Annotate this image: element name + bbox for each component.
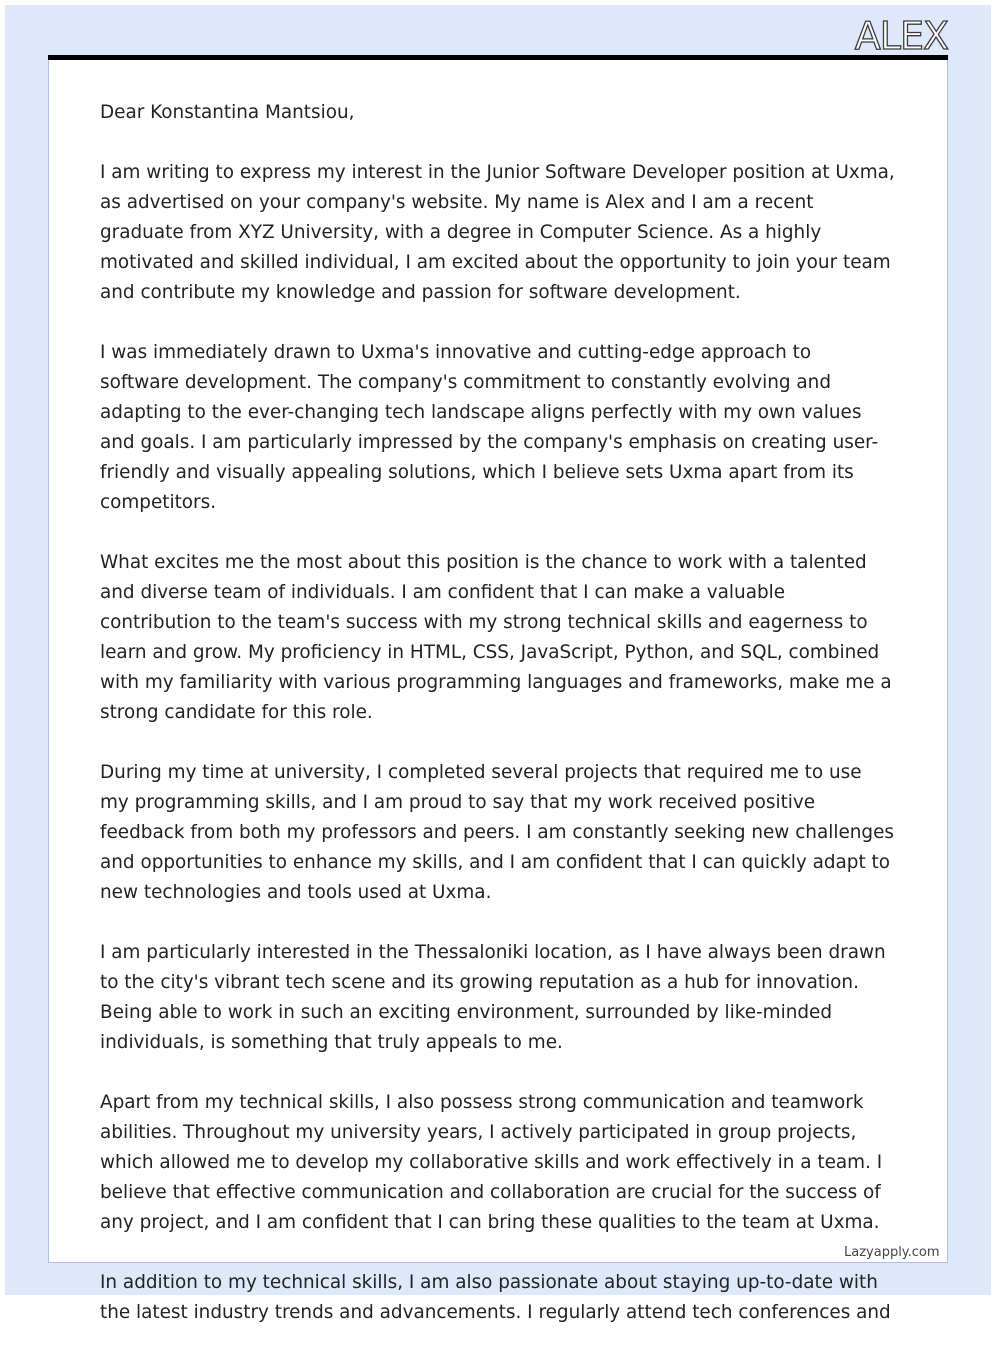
paragraph-5: I am particularly interested in the Thessaloniki location, as I have always been drawn to the city's vibrant tech scene and its growing reputation as a hub for innovation. Being able to work in such an exciting environment, surrounded by like-minded individuals, is something that truly appeals to me.: [100, 942, 886, 1053]
letter-body: [100, 98, 895, 1358]
paragraph-6: Apart from my technical skills, I also possess strong communication and teamwork abilities. Throughout my university years, I actively participated in group projects, which allowed me to develop my collaborative skills and work effectively in a team. I believe that effective communication and collaboration are crucial for the success of any project, and I am confident that I can bring these qualities to the team at Uxma.: [100, 1092, 883, 1233]
header-rule: [48, 55, 948, 60]
watermark-link[interactable]: Lazyapply.com: [844, 1245, 940, 1260]
salutation: Dear Konstantina Mantsiou,: [100, 102, 355, 123]
paragraph-2: I was immediately drawn to Uxma's innovative and cutting-edge approach to software development. The company's commitment to constantly evolving and adapting to the ever-changing tech landscape aligns perfectly with my own values and goals. I am particularly impressed by the company's emphasis on creating user-friendly and visually appealing solutions, which I believe sets Uxma apart from its competitors.: [100, 342, 879, 513]
paragraph-1: I am writing to express my interest in the Junior Software Developer position at Uxma, as advertised on your company's website. My name is Alex and I am a recent graduate from XYZ University, with a degree in Computer Science. As a highly motivated and skilled individual, I am excited about the opportunity to join your team and contribute my knowledge and passion for software development.: [100, 162, 895, 303]
paragraph-7: In addition to my technical skills, I am also passionate about staying up-to-date with the latest industry trends and advancements. I regularly attend tech conferences and: [100, 1272, 891, 1323]
paragraph-3: What excites me the most about this position is the chance to work with a talented and diverse team of individuals. I am confident that I can make a valuable contribution to the team's success with my strong technical skills and eagerness to learn and grow. My proficiency in HTML, CSS, JavaScript, Python, and SQL, combined with my familiarity with various programming languages and frameworks, make me a strong candidate for this role.: [100, 552, 892, 723]
paragraph-4: During my time at university, I completed several projects that required me to use my programming skills, and I am proud to say that my work received positive feedback from both my professors and peers. I am constantly seeking new challenges and opportunities to enhance my skills, and I am confident that I can quickly adapt to new technologies and tools used at Uxma.: [100, 762, 894, 903]
document-frame: [5, 5, 991, 1323]
name-mark: ALEX: [854, 14, 948, 58]
